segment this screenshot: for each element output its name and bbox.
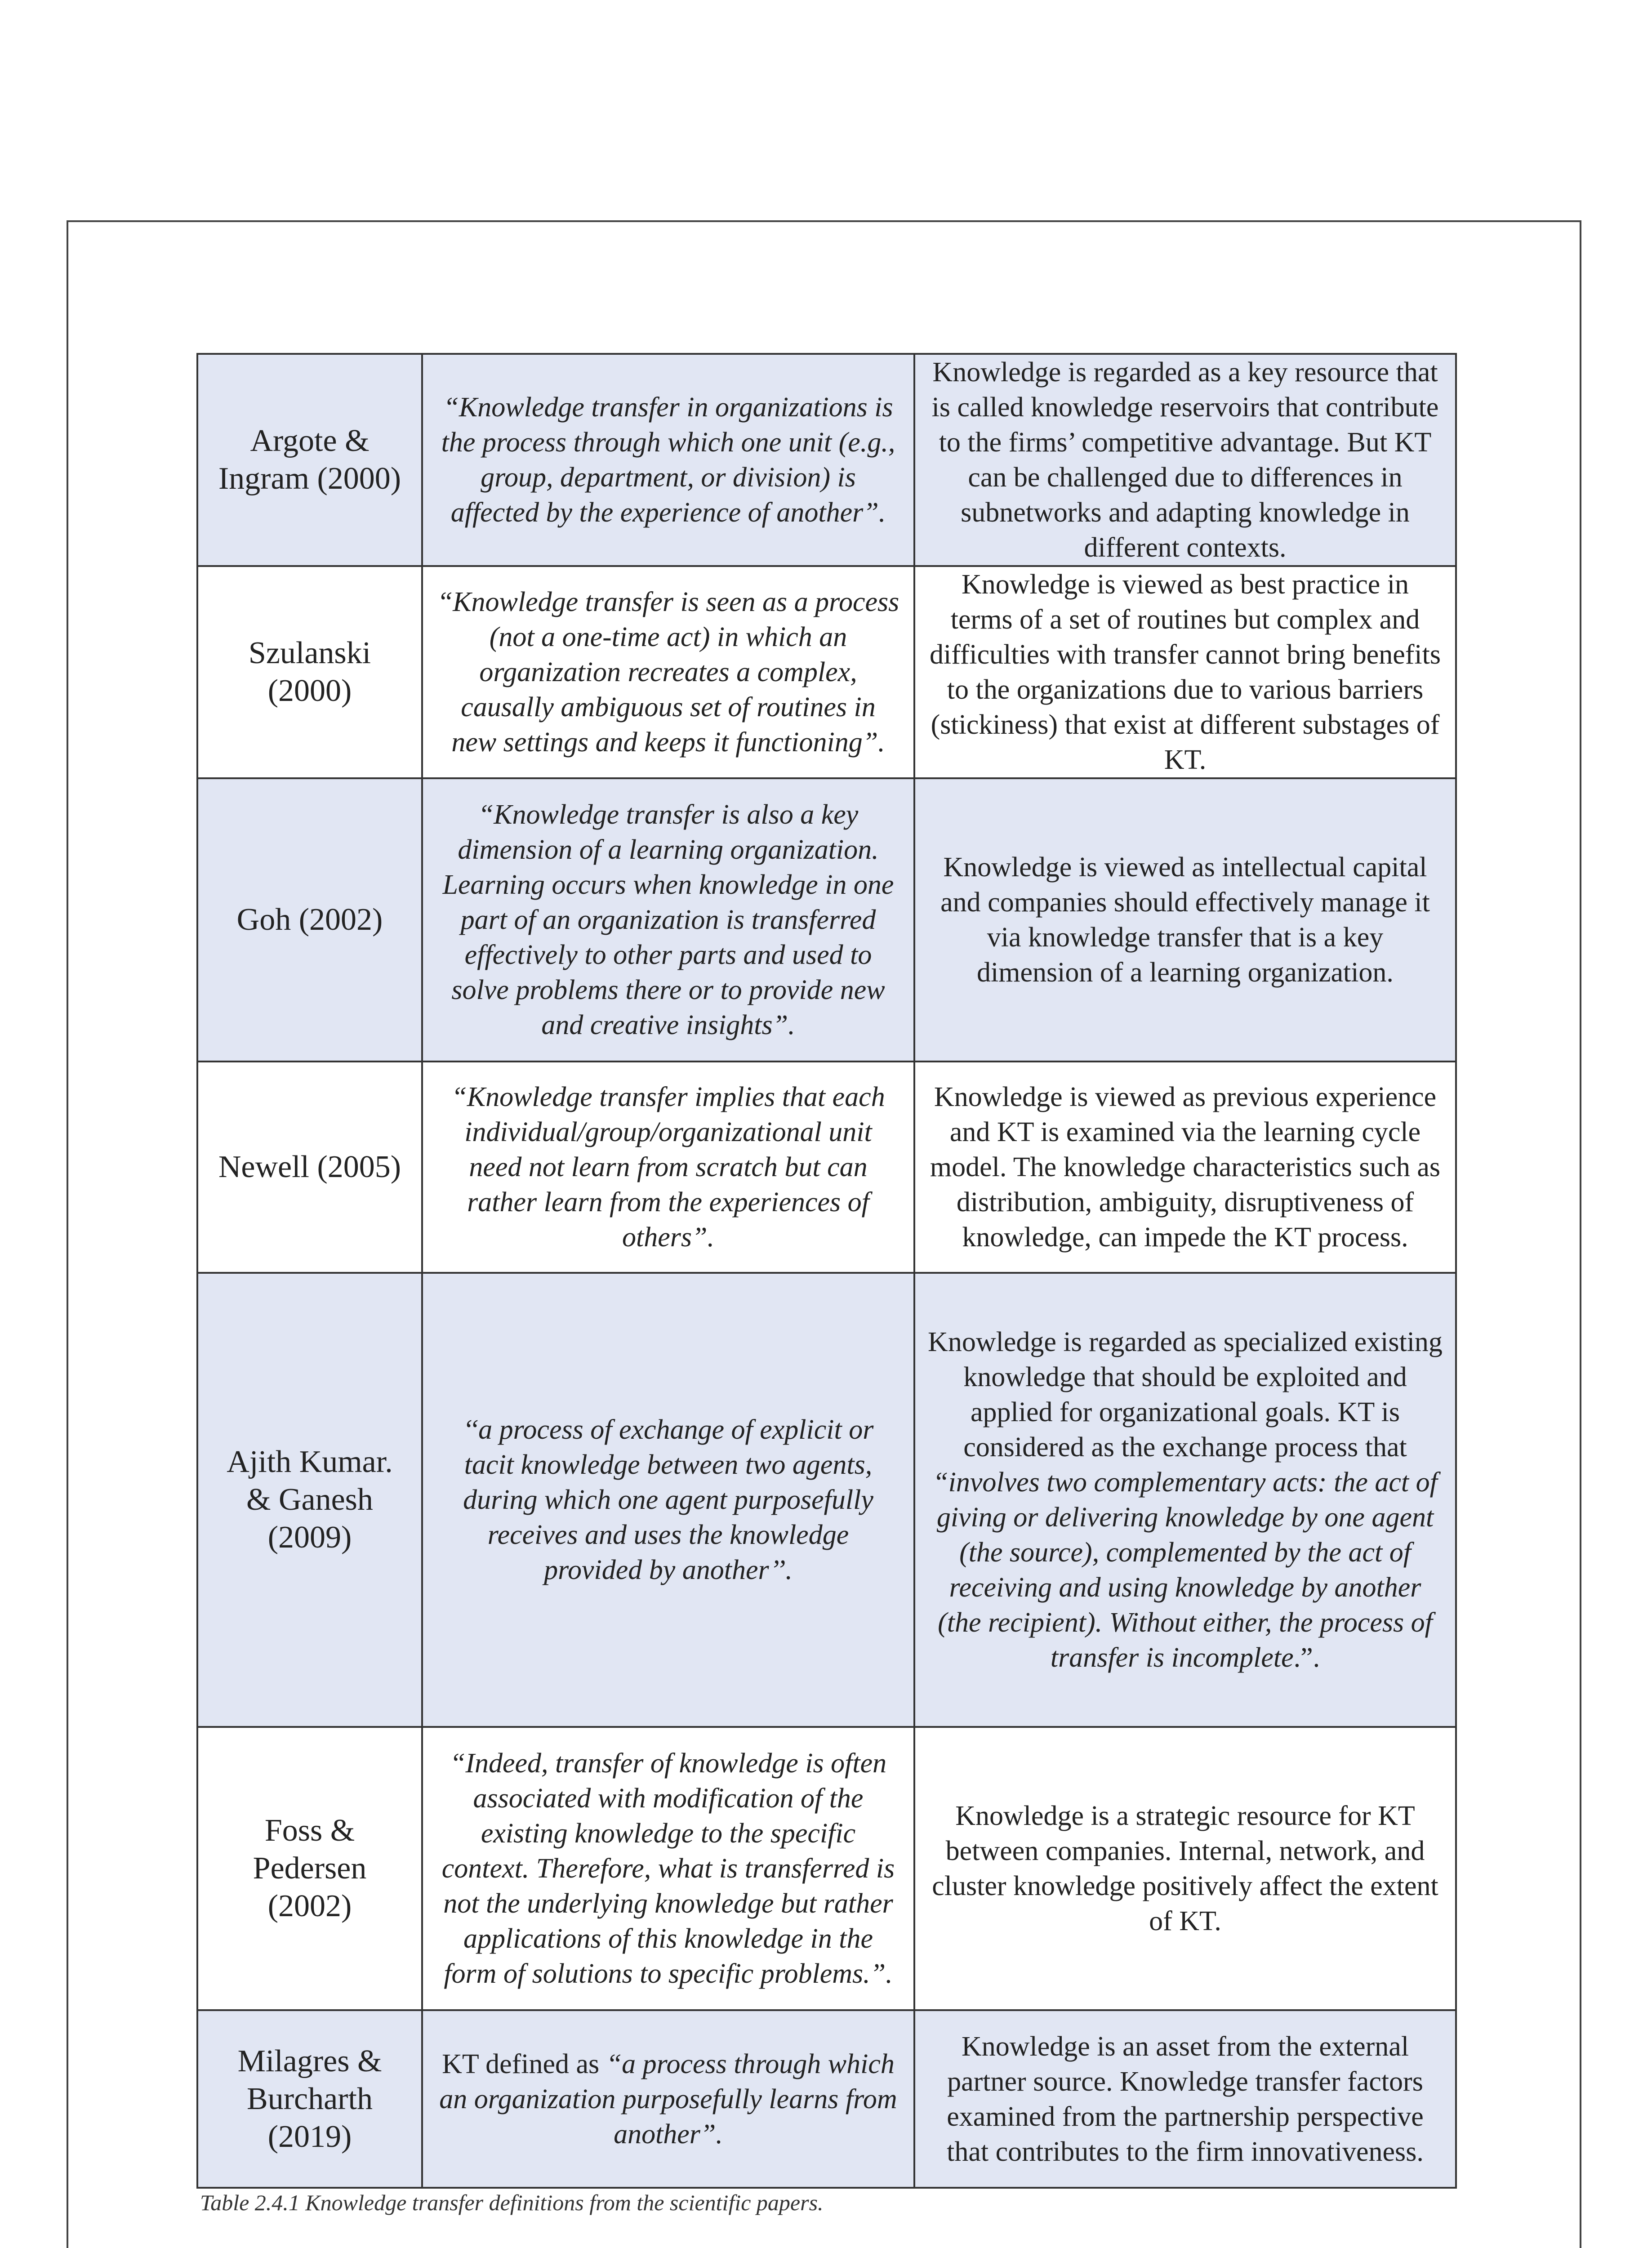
interpretation-cell: Knowledge is a strategic resource for KT between companies. Internal, network, and cluster knowledge positively affect the extent of KT.: [914, 1727, 1456, 2010]
definition-text: KT defined as: [442, 2048, 600, 2079]
interpretation-cell: Knowledge is an asset from the external partner source. Knowledge transfer factors examined from the partnership perspective that contributes to the firm innovativeness.: [914, 2010, 1456, 2188]
interpretation-quote: “involves two complementary acts: the act of giving or delivering knowledge by one agent (the source), complemented by the act of receiving and using knowledge by another (the recipient). Without either, the process of transfer is incomplete: [933, 1467, 1438, 1673]
table-row: [197, 354, 1456, 566]
interpretation-cell: Knowledge is regarded as a key resource that is called knowledge reservoirs that contribute to the firms’ competitive advantage. But KT can be challenged due to differences in subnetworks and adapting knowledge in different contexts.: [914, 354, 1456, 566]
table-row: [197, 2010, 1456, 2188]
interpretation-text: Knowledge is regarded as specialized existing knowledge that should be exploited and applied for organizational goals. KT is considered as the exchange process that: [928, 1327, 1443, 1463]
table-caption: Table 2.4.1 Knowledge transfer definitions from the scientific papers.: [200, 2190, 824, 2215]
table-row: [197, 1273, 1456, 1727]
definition-cell: [422, 2010, 914, 2188]
author-cell: Newell (2005): [197, 1062, 422, 1273]
interpretation-cell: [914, 1273, 1456, 1727]
table-row: [197, 778, 1456, 1062]
author-cell: Foss & Pedersen (2002): [197, 1727, 422, 2010]
definition-cell: “Knowledge transfer is also a key dimension of a learning organization. Learning occurs when knowledge in one part of an organization is transferred effectively to other parts and used to solve problems there or to provide new and creative insights”.: [422, 778, 914, 1062]
author-cell: Ajith Kumar. & Ganesh (2009): [197, 1273, 422, 1727]
definition-cell: “Knowledge transfer is seen as a process (not a one-time act) in which an organization recreates a complex, causally ambiguous set of routines in new settings and keeps it functioning”.: [422, 566, 914, 778]
author-cell: Argote & Ingram (2000): [197, 354, 422, 566]
author-cell: Goh (2002): [197, 778, 422, 1062]
table-row: [197, 1062, 1456, 1273]
definition-quote: “a process through which an organization purposefully learns from another”.: [439, 2048, 897, 2150]
table-row: [197, 1727, 1456, 2010]
definition-cell: “Knowledge transfer in organizations is the process through which one unit (e.g., group, department, or division) is affected by the experience of another”.: [422, 354, 914, 566]
interpretation-cell: Knowledge is viewed as intellectual capital and companies should effectively manage it via knowledge transfer that is a key dimension of a learning organization.: [914, 778, 1456, 1062]
interpretation-cell: Knowledge is viewed as best practice in terms of a set of routines but complex and difficulties with transfer cannot bring benefits to the organizations due to various barriers (stickiness) that exist at different substages of KT.: [914, 566, 1456, 778]
author-cell: Milagres & Burcharth (2019): [197, 2010, 422, 2188]
definition-cell: “Indeed, transfer of knowledge is often associated with modification of the existing knowledge to the specific context. Therefore, what is transferred is not the underlying knowledge but rather applications of this knowledge in the form of solutions to specific problems.”.: [422, 1727, 914, 2010]
kt-definitions-table: [196, 353, 1457, 2189]
interpretation-end: .”.: [1293, 1642, 1320, 1673]
table-row: [197, 566, 1456, 778]
author-cell: Szulanski (2000): [197, 566, 422, 778]
definition-cell: ‘‘a process of exchange of explicit or tacit knowledge between two agents, during which one agent purposefully receives and uses the knowledge provided by another’’.: [422, 1273, 914, 1727]
interpretation-cell: Knowledge is viewed as previous experience and KT is examined via the learning cycle model. The knowledge characteristics such as distribution, ambiguity, disruptiveness of knowledge, can impede the KT process.: [914, 1062, 1456, 1273]
definition-cell: “Knowledge transfer implies that each individual/group/organizational unit need not learn from scratch but can rather learn from the experiences of others”.: [422, 1062, 914, 1273]
